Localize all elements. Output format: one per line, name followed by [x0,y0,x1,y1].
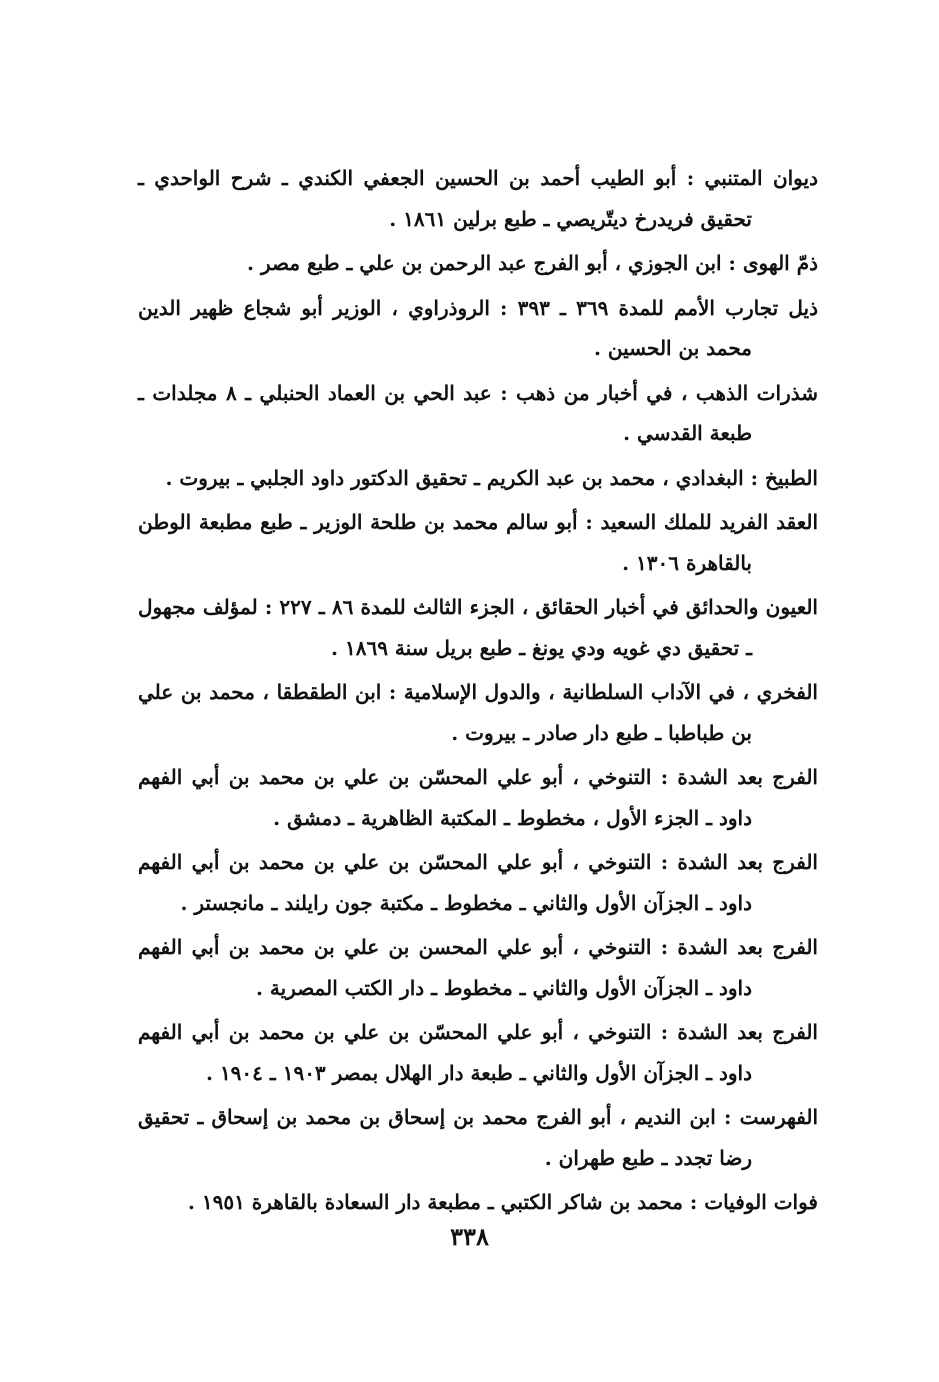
bibliography-entry: ديوان المتنبي : أبو الطيب أحمد بن الحسين الجعفي الكندي ـ شرح الواحدي ـ تحقيق فريدرخ ديتّريصي ـ طبع برلين ١٨٦١ . [138,166,818,231]
bibliography-entry: العقد الفريد للملك السعيد : أبو سالم محمد بن طلحة الوزير ـ طبع مطبعة الوطن بالقاهرة ١٣٠٦ . [138,510,818,575]
bibliography-entry: ذمّ الهوى : ابن الجوزي ، أبو الفرج عبد الرحمن بن علي ـ طبع مصر . [247,251,818,275]
bibliography-entry: ذيل تجارب الأمم للمدة ٣٦٩ ـ ٣٩٣ : الروذراوي ، الوزير أبو شجاع ظهير الدين محمد بن الحسين . [138,295,818,360]
bibliography-entry: الفخري ، في الآداب السلطانية ، والدول الإسلامية : ابن الطقطقا ، محمد بن علي بن طباطبا ـ طبع دار صادر ـ بيروت . [138,680,818,745]
bibliography-list [138,158,818,1227]
bibliography-entry: الطبيخ : البغدادي ، محمد بن عبد الكريم ـ تحقيق الدكتور داود الجلبي ـ بيروت . [165,465,818,490]
page-number: ٣٣٨ [450,1222,489,1251]
bibliography-entry: الفرج بعد الشدة : التنوخي ، أبو علي المحسن بن علي بن محمد بن أبي الفهم داود ـ الجزآن الأول والثاني ـ مخطوط ـ دار الكتب المصرية . [138,935,818,1000]
bibliography-entry: الفرج بعد الشدة : التنوخي ، أبو علي المحسّن بن علي بن محمد بن أبي الفهم داود ـ الجزء الأول ، مخطوط ـ المكتبة الظاهرية ـ دمشق . [138,765,818,830]
bibliography-entry: الفهرست : ابن النديم ، أبو الفرج محمد بن إسحاق بن محمد بن إسحاق ـ تحقيق رضا تجدد ـ طبع طهران . [138,1105,818,1170]
bibliography-entry: فوات الوفيات : محمد بن شاكر الكتبي ـ مطبعة دار السعادة بالقاهرة ١٩٥١ . [187,1190,818,1214]
bibliography-entry: الفرج بعد الشدة : التنوخي ، أبو علي المحسّن بن علي بن محمد بن أبي الفهم داود ـ الجزآن الأول والثاني ـ طبعة دار الهلال بمصر ١٩٠٣ ـ ١٩٠٤ . [138,1020,818,1085]
bibliography-entry: العيون والحدائق في أخبار الحقائق ، الجزء الثالث للمدة ٨٦ ـ ٢٢٧ : لمؤلف مجهول ـ تحقيق دي غويه ودي يونغ ـ طبع بريل سنة ١٨٦٩ . [138,595,818,660]
bibliography-entry: الفرج بعد الشدة : التنوخي ، أبو علي المحسّن بن علي بن محمد بن أبي الفهم داود ـ الجزآن الأول والثاني ـ مخطوط ـ مكتبة جون رايلند ـ مانجستر . [138,850,818,915]
bibliography-entry: شذرات الذهب ، في أخبار من ذهب : عبد الحي بن العماد الحنبلي ـ ٨ مجلدات ـ طبعة القدسي . [138,380,818,445]
